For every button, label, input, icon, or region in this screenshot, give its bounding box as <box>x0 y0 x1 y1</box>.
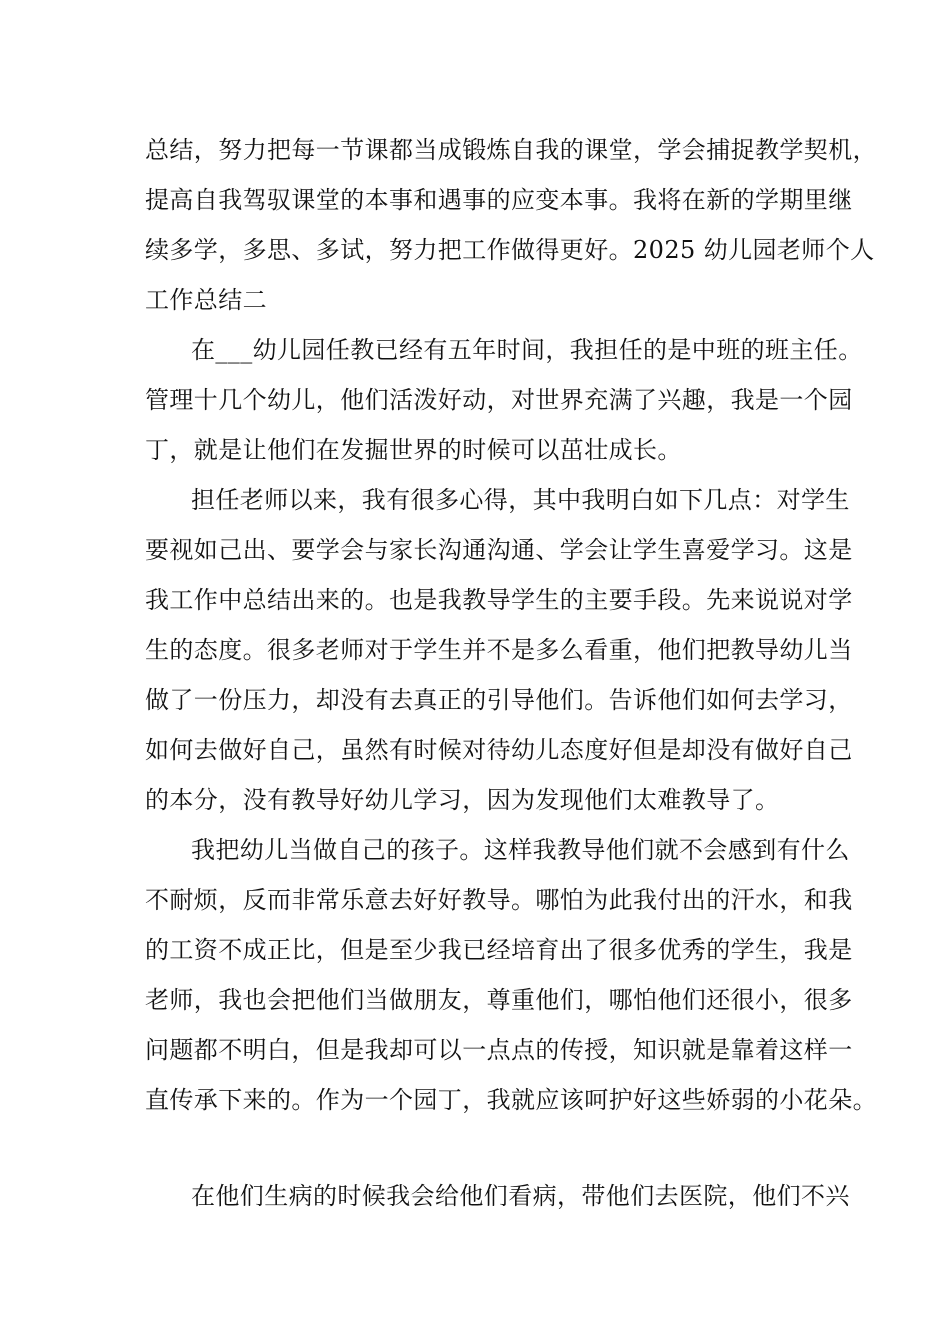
text-line: 续多学，多思、多试，努力把工作做得更好。2025 幼儿园老师个人 <box>145 236 875 264</box>
text-line: 总结，努力把每一节课都当成锻炼自我的课堂，学会捕捉教学契机， <box>145 136 877 164</box>
text-line: 如何去做好自己，虽然有时候对待幼儿态度好但是却没有做好自己 <box>145 736 853 764</box>
paragraph-first-line: 我把幼儿当做自己的孩子。这样我教导他们就不会感到有什么 <box>191 836 850 864</box>
text-line: 直传承下来的。作为一个园丁，我就应该呵护好这些娇弱的小花朵。 <box>145 1086 877 1114</box>
text-line: 我工作中总结出来的。也是我教导学生的主要手段。先来说说对学 <box>145 586 853 614</box>
paragraph-first-line: 在他们生病的时候我会给他们看病，带他们去医院，他们不兴 <box>191 1182 850 1210</box>
paragraph-first-line: 担任老师以来，我有很多心得，其中我明白如下几点：对学生 <box>191 486 850 514</box>
text-line: 管理十几个幼儿，他们活泼好动，对世界充满了兴趣，我是一个园 <box>145 386 853 414</box>
text-line: 提高自我驾驭课堂的本事和遇事的应变本事。我将在新的学期里继 <box>145 186 853 214</box>
text-line: 的本分，没有教导好幼儿学习，因为发现他们太难教导了。 <box>145 786 780 814</box>
section-heading: 工作总结二 <box>145 286 267 314</box>
text-line: 要视如己出、要学会与家长沟通沟通、学会让学生喜爱学习。这是 <box>145 536 853 564</box>
text-line: 丁，就是让他们在发掘世界的时候可以茁壮成长。 <box>145 436 682 464</box>
text-line: 问题都不明白，但是我却可以一点点的传授，知识就是靠着这样一 <box>145 1036 853 1064</box>
text-line: 生的态度。很多老师对于学生并不是多么看重，他们把教导幼儿当 <box>145 636 853 664</box>
paragraph-first-line: 在___幼儿园任教已经有五年时间，我担任的是中班的班主任。 <box>191 336 863 364</box>
text-line: 的工资不成正比，但是至少我已经培育出了很多优秀的学生，我是 <box>145 936 853 964</box>
text-line: 老师，我也会把他们当做朋友，尊重他们，哪怕他们还很小，很多 <box>145 986 853 1014</box>
text-line: 做了一份压力，却没有去真正的引导他们。告诉他们如何去学习， <box>145 686 853 714</box>
text-line: 不耐烦，反而非常乐意去好好教导。哪怕为此我付出的汗水，和我 <box>145 886 853 914</box>
